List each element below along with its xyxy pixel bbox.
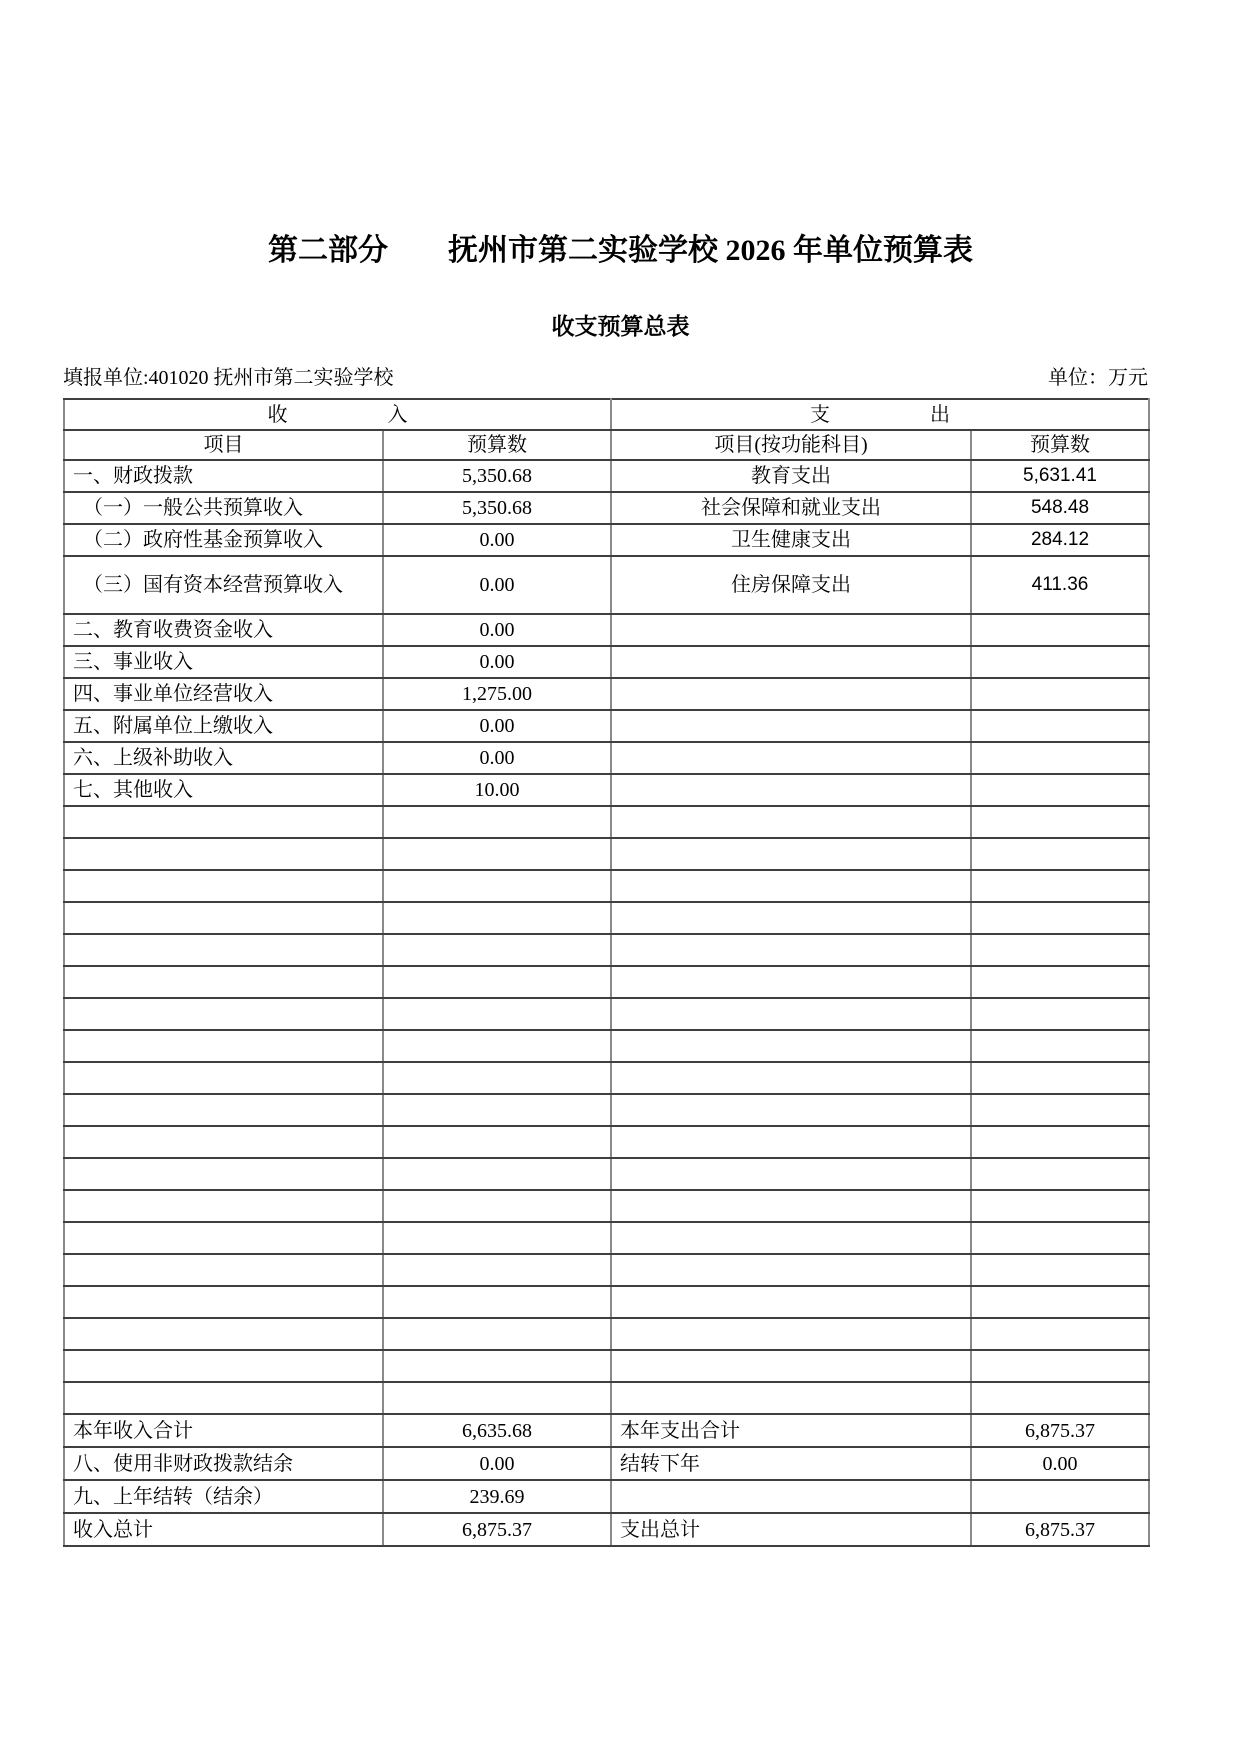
table-cell: 6,875.37 xyxy=(971,1414,1149,1447)
table-cell: 5,350.68 xyxy=(383,460,611,492)
table-cell xyxy=(971,934,1149,966)
table-cell xyxy=(971,870,1149,902)
table-cell xyxy=(383,870,611,902)
table-cell xyxy=(611,1222,971,1254)
table-cell: （三）国有资本经营预算收入 xyxy=(64,556,383,614)
table-cell xyxy=(383,1158,611,1190)
page-title: 第二部分 抚州市第二实验学校 2026 年单位预算表 xyxy=(268,234,973,267)
table-row xyxy=(64,998,1149,1030)
table-cell: （一）一般公共预算收入 xyxy=(64,492,383,524)
table-row xyxy=(64,1094,1149,1126)
table-cell: 6,875.37 xyxy=(971,1513,1149,1546)
table-cell xyxy=(611,1030,971,1062)
table-cell xyxy=(383,838,611,870)
column-header-expenditure-budget: 预算数 xyxy=(971,430,1149,460)
table-cell xyxy=(611,1382,971,1414)
table-cell xyxy=(611,678,971,710)
table-row xyxy=(64,934,1149,966)
table-cell xyxy=(64,1350,383,1382)
table-cell xyxy=(64,1030,383,1062)
table-row xyxy=(64,1254,1149,1286)
table-cell xyxy=(64,1318,383,1350)
table-cell: 九、上年结转（结余） xyxy=(64,1480,383,1513)
unit-label: 单位：万元 xyxy=(1048,367,1148,389)
column-header-expenditure-item: 项目(按功能科目) xyxy=(611,430,971,460)
table-cell: 0.00 xyxy=(383,1447,611,1480)
table-cell: 0.00 xyxy=(383,646,611,678)
table-row xyxy=(64,1318,1149,1350)
table-cell xyxy=(971,1254,1149,1286)
table-cell: 0.00 xyxy=(383,742,611,774)
table-cell xyxy=(64,1254,383,1286)
table-row xyxy=(64,524,1149,556)
table-row xyxy=(64,614,1149,646)
table-cell xyxy=(971,614,1149,646)
income-group-header: 收 入 xyxy=(64,399,611,430)
table-cell xyxy=(64,1190,383,1222)
table-cell xyxy=(971,998,1149,1030)
table-cell: 0.00 xyxy=(383,556,611,614)
table-row xyxy=(64,460,1149,492)
table-row xyxy=(64,678,1149,710)
table-cell: 本年收入合计 xyxy=(64,1414,383,1447)
table-row xyxy=(64,1030,1149,1062)
table-cell xyxy=(971,710,1149,742)
table-cell xyxy=(611,1350,971,1382)
table-row xyxy=(64,646,1149,678)
table-row xyxy=(64,1190,1149,1222)
table-column-header-row xyxy=(64,430,1149,460)
table-cell: 卫生健康支出 xyxy=(611,524,971,556)
table-row xyxy=(64,966,1149,998)
filing-unit-label: 填报单位:401020 抚州市第二实验学校 xyxy=(63,367,394,389)
table-cell xyxy=(971,774,1149,806)
table-cell xyxy=(611,998,971,1030)
table-cell xyxy=(611,710,971,742)
table-cell xyxy=(971,838,1149,870)
table-cell xyxy=(64,1062,383,1094)
table-cell: 0.00 xyxy=(971,1447,1149,1480)
table-cell: 本年支出合计 xyxy=(611,1414,971,1447)
table-cell xyxy=(64,838,383,870)
table-cell: 6,635.68 xyxy=(383,1414,611,1447)
table-cell xyxy=(64,934,383,966)
table-cell: 六、上级补助收入 xyxy=(64,742,383,774)
table-cell xyxy=(383,1190,611,1222)
table-cell: 二、教育收费资金收入 xyxy=(64,614,383,646)
table-cell xyxy=(611,806,971,838)
table-row xyxy=(64,556,1149,614)
table-cell xyxy=(971,1350,1149,1382)
table-group-header-row xyxy=(64,399,1149,430)
table-cell xyxy=(383,1094,611,1126)
table-cell xyxy=(611,1094,971,1126)
table-row xyxy=(64,710,1149,742)
table-cell xyxy=(971,678,1149,710)
table-cell xyxy=(971,1222,1149,1254)
table-cell xyxy=(611,1480,971,1513)
table-cell: 四、事业单位经营收入 xyxy=(64,678,383,710)
table-cell xyxy=(64,1126,383,1158)
table-cell xyxy=(611,614,971,646)
table-cell xyxy=(971,1286,1149,1318)
table-cell: 住房保障支出 xyxy=(611,556,971,614)
table-cell xyxy=(64,1222,383,1254)
table-cell xyxy=(64,1286,383,1318)
table-cell: 411.36 xyxy=(971,556,1149,614)
table-cell: 五、附属单位上缴收入 xyxy=(64,710,383,742)
table-cell: 社会保障和就业支出 xyxy=(611,492,971,524)
table-title: 收支预算总表 xyxy=(551,314,690,339)
table-cell: 支出总计 xyxy=(611,1513,971,1546)
table-cell xyxy=(971,1062,1149,1094)
table-cell xyxy=(64,806,383,838)
table-row xyxy=(64,742,1149,774)
table-cell xyxy=(383,1126,611,1158)
table-row xyxy=(64,1382,1149,1414)
budget-table xyxy=(63,398,1150,1547)
table-cell xyxy=(64,1094,383,1126)
table-cell xyxy=(611,1190,971,1222)
table-cell xyxy=(971,646,1149,678)
table-cell xyxy=(64,902,383,934)
table-cell xyxy=(611,1286,971,1318)
table-cell xyxy=(971,1094,1149,1126)
table-cell xyxy=(383,1350,611,1382)
column-header-income-item: 项目 xyxy=(64,430,383,460)
table-row xyxy=(64,1126,1149,1158)
table-cell: 1,275.00 xyxy=(383,678,611,710)
table-row xyxy=(64,902,1149,934)
table-cell xyxy=(383,806,611,838)
table-cell xyxy=(383,902,611,934)
table-row xyxy=(64,774,1149,806)
table-cell xyxy=(611,774,971,806)
table-cell xyxy=(611,934,971,966)
table-cell: 6,875.37 xyxy=(383,1513,611,1546)
table-meta-row xyxy=(63,366,1148,390)
table-cell xyxy=(971,1318,1149,1350)
table-cell: 0.00 xyxy=(383,614,611,646)
table-cell xyxy=(383,1382,611,1414)
table-cell xyxy=(64,870,383,902)
table-cell xyxy=(971,1158,1149,1190)
table-cell xyxy=(611,966,971,998)
table-cell xyxy=(383,1062,611,1094)
table-cell xyxy=(611,1126,971,1158)
table-row xyxy=(64,492,1149,524)
table-row xyxy=(64,806,1149,838)
table-cell xyxy=(971,1382,1149,1414)
table-row xyxy=(64,1350,1149,1382)
table-cell xyxy=(64,966,383,998)
table-cell: 结转下年 xyxy=(611,1447,971,1480)
table-cell xyxy=(611,902,971,934)
table-row xyxy=(64,1286,1149,1318)
table-cell xyxy=(611,1318,971,1350)
table-cell: 一、财政拨款 xyxy=(64,460,383,492)
table-cell xyxy=(611,1062,971,1094)
table-row xyxy=(64,1222,1149,1254)
table-cell: 三、事业收入 xyxy=(64,646,383,678)
table-cell: 284.12 xyxy=(971,524,1149,556)
table-cell xyxy=(611,1254,971,1286)
table-cell xyxy=(971,1480,1149,1513)
table-cell: （二）政府性基金预算收入 xyxy=(64,524,383,556)
expenditure-group-header: 支 出 xyxy=(611,399,1149,430)
table-row xyxy=(64,1062,1149,1094)
table-cell xyxy=(64,998,383,1030)
table-cell: 收入总计 xyxy=(64,1513,383,1546)
table-cell: 0.00 xyxy=(383,524,611,556)
table-cell xyxy=(971,1126,1149,1158)
table-row xyxy=(64,1480,1149,1513)
table-body xyxy=(64,460,1149,1546)
table-cell xyxy=(611,838,971,870)
table-cell: 5,350.68 xyxy=(383,492,611,524)
table-cell xyxy=(971,1030,1149,1062)
table-cell xyxy=(971,1190,1149,1222)
table-cell: 239.69 xyxy=(383,1480,611,1513)
table-cell xyxy=(971,966,1149,998)
table-cell xyxy=(383,1318,611,1350)
table-cell xyxy=(64,1158,383,1190)
table-cell: 0.00 xyxy=(383,710,611,742)
column-header-income-budget: 预算数 xyxy=(383,430,611,460)
table-cell xyxy=(383,998,611,1030)
table-cell xyxy=(383,966,611,998)
table-row xyxy=(64,1414,1149,1447)
table-cell: 教育支出 xyxy=(611,460,971,492)
table-cell xyxy=(971,902,1149,934)
table-cell xyxy=(383,1030,611,1062)
table-cell xyxy=(383,1286,611,1318)
table-cell xyxy=(971,742,1149,774)
table-cell xyxy=(383,1222,611,1254)
table-row xyxy=(64,1513,1149,1546)
table-cell: 八、使用非财政拨款结余 xyxy=(64,1447,383,1480)
table-row xyxy=(64,1158,1149,1190)
table-cell: 5,631.41 xyxy=(971,460,1149,492)
table-row xyxy=(64,838,1149,870)
table-cell: 548.48 xyxy=(971,492,1149,524)
table-cell xyxy=(611,646,971,678)
table-cell: 七、其他收入 xyxy=(64,774,383,806)
table-cell xyxy=(64,1382,383,1414)
table-cell xyxy=(611,1158,971,1190)
table-cell xyxy=(611,742,971,774)
table-cell xyxy=(611,870,971,902)
table-cell: 10.00 xyxy=(383,774,611,806)
table-row xyxy=(64,1447,1149,1480)
table-cell xyxy=(971,806,1149,838)
table-row xyxy=(64,870,1149,902)
table-cell xyxy=(383,934,611,966)
table-cell xyxy=(383,1254,611,1286)
